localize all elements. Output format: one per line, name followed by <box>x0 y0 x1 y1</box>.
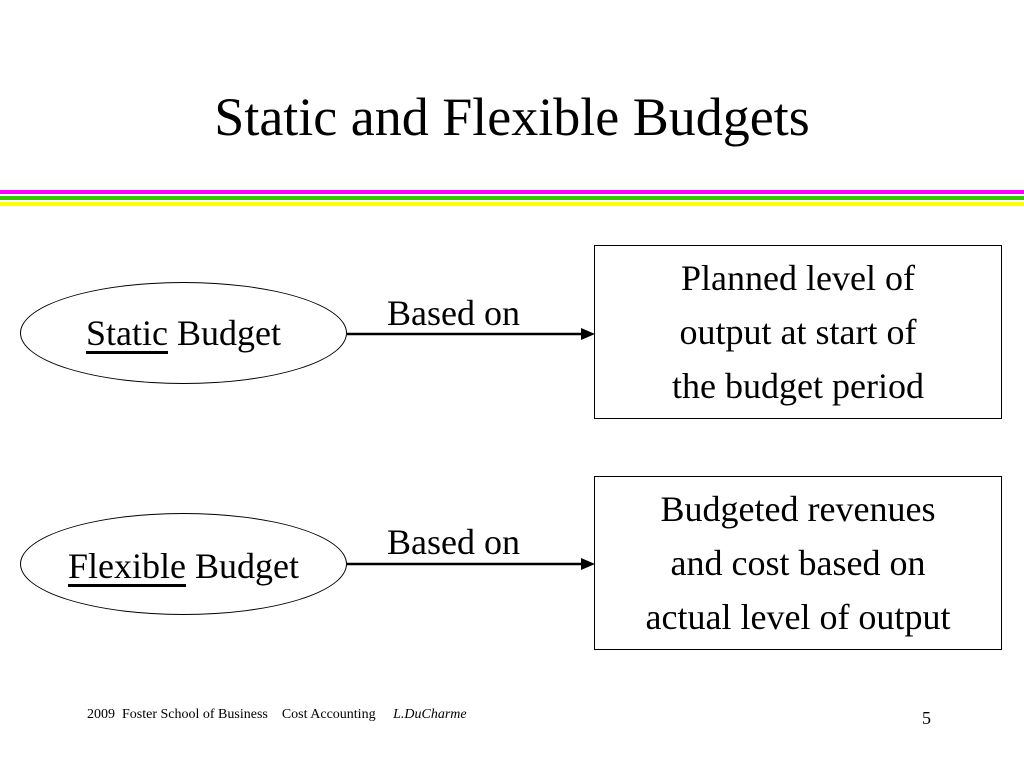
flexible-box-line-3: actual level of output <box>645 597 951 637</box>
static-box-line-2: output at start of <box>679 312 917 352</box>
flexible-budget-word: Budget <box>185 546 299 586</box>
slide-title: Static and Flexible Budgets <box>214 87 810 147</box>
static-budget-word: Budget <box>167 313 281 353</box>
flexible-arrow <box>347 554 597 574</box>
flexible-budget-label <box>20 544 347 588</box>
flexible-description-box <box>594 476 1002 650</box>
static-keyword: Static <box>86 313 168 353</box>
stripe-green <box>0 196 1024 200</box>
flexible-keyword: Flexible <box>68 546 186 586</box>
flexible-box-line-1: Budgeted revenues <box>660 489 936 529</box>
static-description-box <box>594 245 1002 419</box>
page-number: 5 <box>922 708 931 728</box>
decorative-stripes <box>0 190 1024 212</box>
footer <box>87 706 467 724</box>
flexible-based-on-label: Based on <box>387 522 520 562</box>
footer-course: Cost Accounting <box>281 707 376 722</box>
flexible-box-line-2: and cost based on <box>670 543 926 583</box>
static-arrow <box>347 324 597 344</box>
footer-year-school: 2009 Foster School of Business <box>87 707 268 722</box>
stripe-yellow <box>0 202 1024 206</box>
static-budget-label <box>20 311 347 355</box>
footer-author: L.DuCharme <box>393 707 467 722</box>
stripe-magenta <box>0 190 1024 194</box>
static-box-line-1: Planned level of <box>681 258 915 298</box>
static-based-on-label: Based on <box>387 293 520 333</box>
static-box-line-3: the budget period <box>672 366 924 406</box>
